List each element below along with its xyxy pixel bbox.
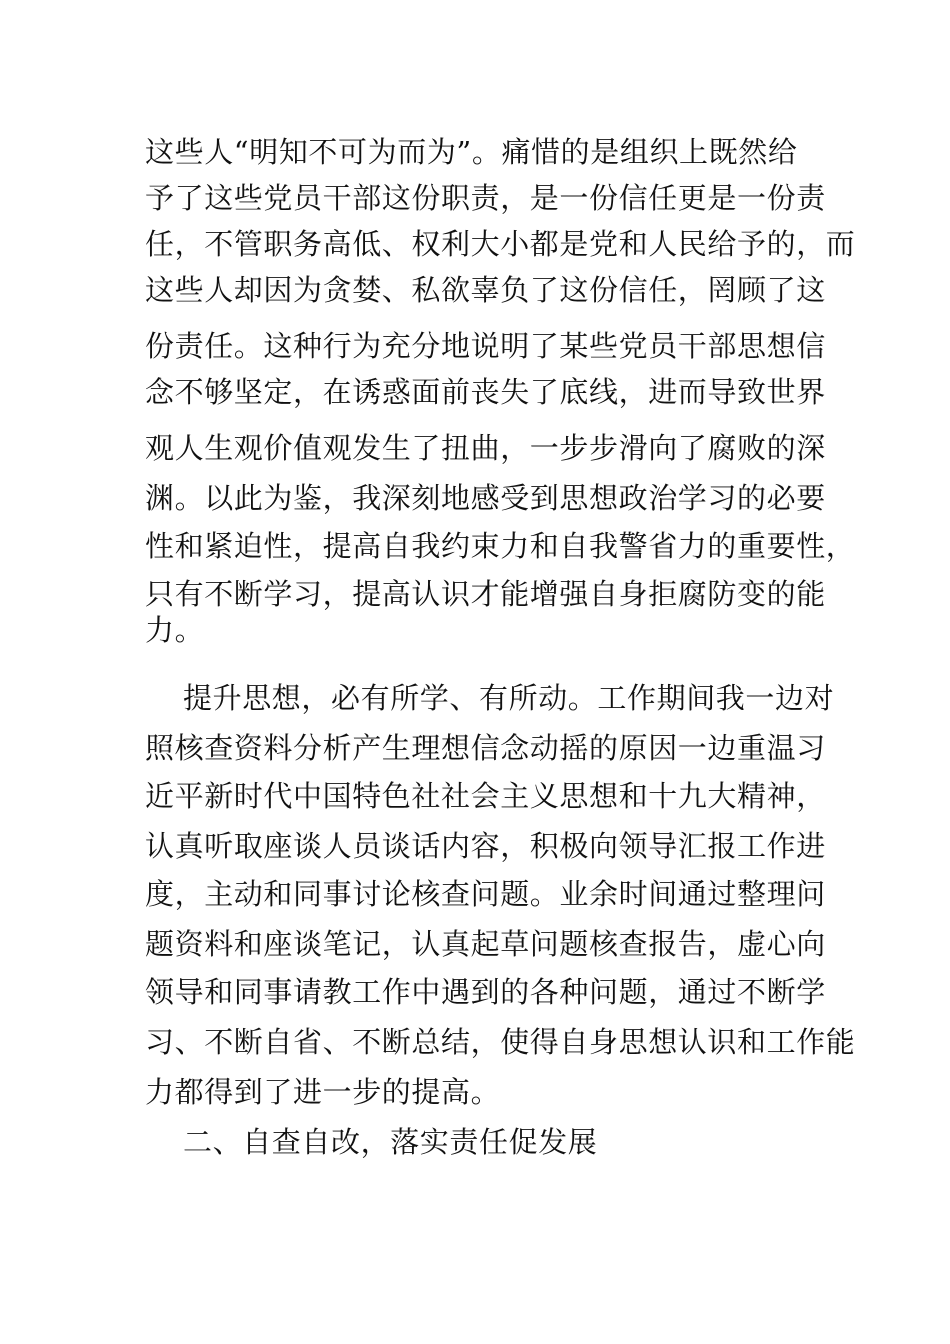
paragraph-line: 性和紧迫性，提高自我约束力和自我警省力的重要性， — [145, 529, 856, 563]
paragraph-line: 力。 — [145, 613, 205, 647]
paragraph-line: 领导和同事请教工作中遇到的各种问题，通过不断学 — [145, 975, 826, 1009]
paragraph-line: 这些人“明知不可为而为”。痛惜的是组织上既然给 — [145, 135, 798, 169]
paragraph-line: 这些人却因为贪婪、私欲辜负了这份信任，罔顾了这 — [145, 273, 826, 307]
paragraph-line: 认真听取座谈人员谈话内容，积极向领导汇报工作进 — [145, 829, 826, 863]
paragraph-line: 近平新时代中国特色社社会主义思想和十九大精神， — [145, 779, 826, 813]
paragraph-line: 念不够坚定，在诱惑面前丧失了底线，进而导致世界 — [145, 375, 826, 409]
paragraph-line: 题资料和座谈笔记，认真起草问题核查报告，虚心向 — [145, 927, 826, 961]
paragraph-line: 予了这些党员干部这份职责，是一份信任更是一份责 — [145, 181, 826, 215]
section-heading: 二、自查自改，落实责任促发展 — [183, 1125, 598, 1159]
paragraph-line: 任，不管职务高低、权利大小都是党和人民给予的，而 — [145, 227, 856, 261]
paragraph-line: 只有不断学习，提高认识才能增强自身拒腐防变的能 — [145, 577, 826, 611]
paragraph-line: 份责任。这种行为充分地说明了某些党员干部思想信 — [145, 329, 826, 363]
paragraph-line: 力都得到了进一步的提高。 — [145, 1075, 501, 1109]
paragraph-line: 习、不断自省、不断总结，使得自身思想认识和工作能 — [145, 1025, 856, 1059]
paragraph-line: 度，主动和同事讨论核查问题。业余时间通过整理问 — [145, 877, 826, 911]
paragraph-line: 提升思想，必有所学、有所动。工作期间我一边对 — [183, 681, 835, 715]
paragraph-line: 观人生观价值观发生了扭曲，一步步滑向了腐败的深 — [145, 431, 826, 465]
paragraph-line: 照核查资料分析产生理想信念动摇的原因一边重温习 — [145, 731, 826, 765]
paragraph-line: 渊。以此为鉴，我深刻地感受到思想政治学习的必要 — [145, 481, 826, 515]
